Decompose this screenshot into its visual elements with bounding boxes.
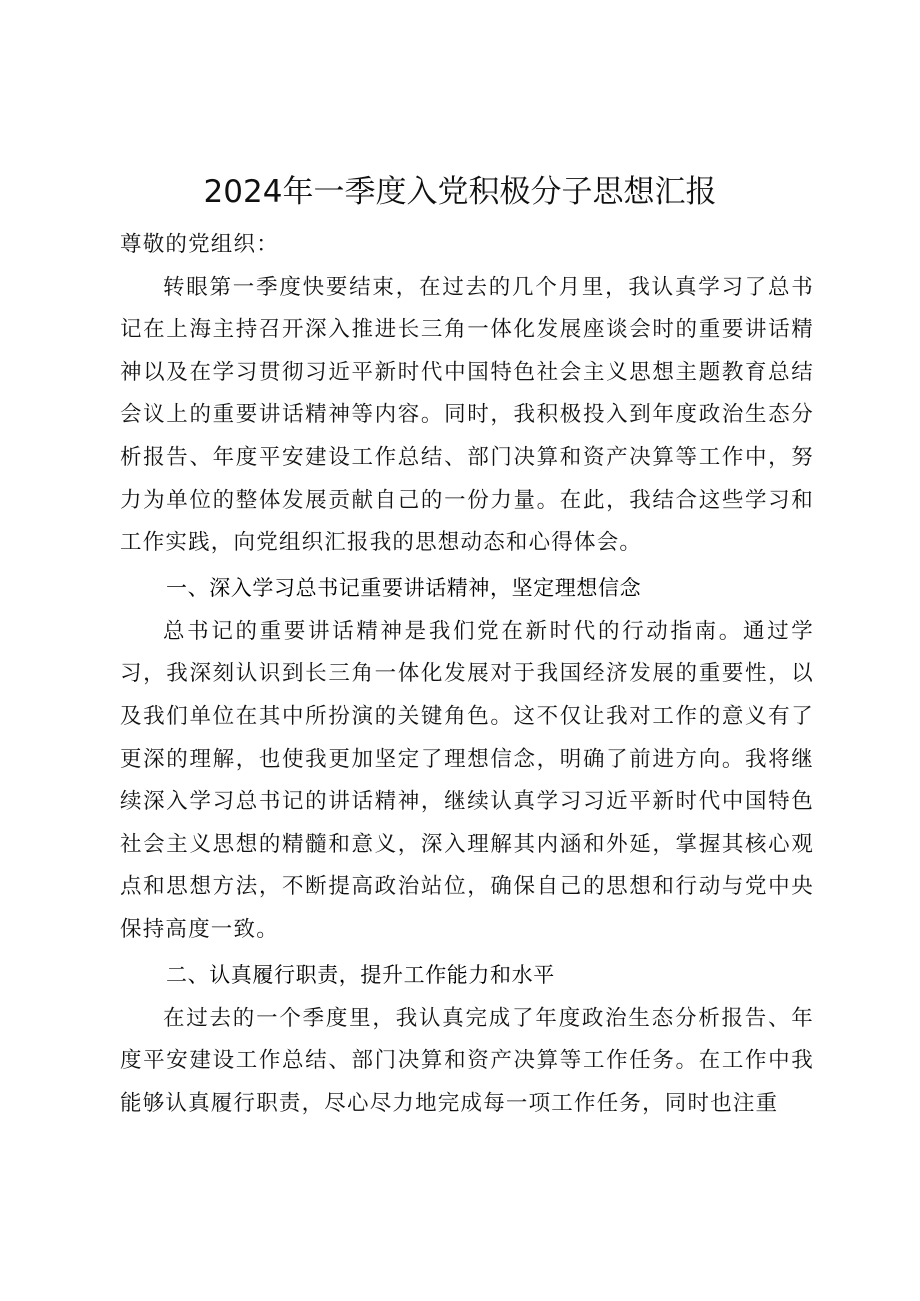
section-1-paragraph: 总书记的重要讲话精神是我们党在新时代的行动指南。通过学习，我深刻认识到长三角一体化发展对于我国经济发展的重要性，以及我们单位在其中所扮演的关键角色。这不仅让我对工作的意义有了更深的理解，也使我更加坚定了理想信念，明确了前进方向。我将继续深入学习总书记的讲话精神，继续认真学习习近平新时代中国特色社会主义思想的精髓和意义，深入理解其内涵和外延，掌握其核心观点和思想方法，不断提高政治站位，确保自己的思想和行动与党中央保持高度一致。 bbox=[120, 618, 814, 942]
section-heading-2: 二、认真履行职责，提升工作能力和水平 bbox=[166, 962, 555, 987]
intro-paragraph: 转眼第一季度快要结束，在过去的几个月里，我认真学习了总书记在上海主持召开深入推进长三角一体化发展座谈会时的重要讲话精神以及在学习贯彻习近平新时代中国特色社会主义思想主题教育总结会议上的重要讲话精神等内容。同时，我积极投入到年度政治生态分析报告、年度平安建设工作总结、部门决算和资产决算等工作中，努力为单位的整体发展贡献自己的一份力量。在此，我结合这些学习和工作实践，向党组织汇报我的思想动态和心得体会。 bbox=[120, 274, 814, 556]
document-title: 2024年一季度入党积极分子思想汇报 bbox=[203, 174, 717, 210]
salutation: 尊敬的党组织： bbox=[120, 232, 279, 257]
section-2-paragraph: 在过去的一个季度里，我认真完成了年度政治生态分析报告、年度平安建设工作总结、部门决算和资产决算等工作任务。在工作中我能够认真履行职责，尽心尽力地完成每一项工作任务，同时也注重 bbox=[120, 1005, 814, 1116]
document-body bbox=[120, 224, 814, 1125]
section-heading-1: 一、深入学习总书记重要讲话精神，坚定理想信念 bbox=[166, 575, 642, 600]
